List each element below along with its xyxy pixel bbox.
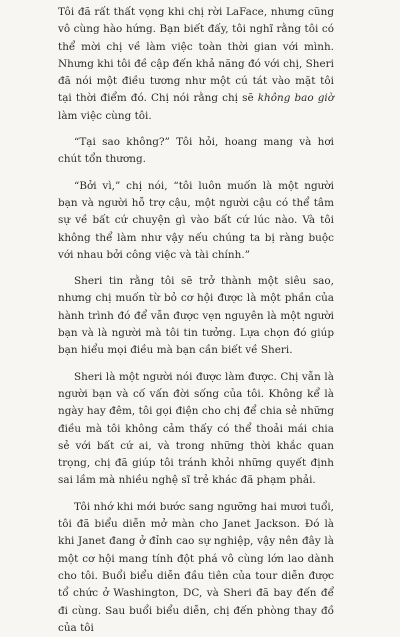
paragraph-text: Sheri là một người nói được làm được. Chị vẫn là người bạn và cố vấn đời sống của tôi. Không kể là ngày hay đêm, tôi gọi điện cho chị để chia sẻ những điều mà tôi không cảm thấy có thể thoải mái chia sẻ với bất cứ ai, và trong những thời khắc quan trọng, chị đã giúp tôi tránh khỏi những quyết định sai lầm mà nhiều nghệ sĩ trẻ khác đã phạm phải.: [58, 370, 334, 487]
paragraph: [58, 499, 334, 637]
paragraph: [58, 4, 334, 125]
emphasis-text: không bao giờ: [257, 92, 334, 105]
paragraph: [58, 134, 334, 169]
paragraph-text: Sheri tin rằng tôi sẽ trở thành một siêu sao, nhưng chị muốn từ bỏ cơ hội được là một phần của hành trình đó để vẫn được vẹn nguyên là một người bạn và là người mà tôi tin tưởng. Lựa chọn đó giúp bạn hiểu mọi điều mà bạn cần biết về Sheri.: [58, 275, 334, 357]
paragraph-text: “Tại sao không?” Tôi hỏi, hoang mang và hơi chút tổn thương.: [58, 136, 334, 166]
paragraph: [58, 369, 334, 490]
paragraph: [58, 178, 334, 264]
paragraph: [58, 273, 334, 359]
paragraph-text: Tôi nhớ khi mới bước sang ngưỡng hai mươi tuổi, tôi đã biểu diễn mở màn cho Janet Jackson. Đó là khi Janet đang ở đỉnh cao sự nghiệp, vậy nên đây là một cơ hội mang tính đột phá vô cùng lớn lao dành cho tôi. Buổi biểu diễn đầu tiên của tour diễn được tổ chức ở Washington, DC, và Sheri đã bay đến để đi cùng. Sau buổi biểu diễn, chị đến phòng thay đồ của tôi: [58, 500, 334, 634]
paragraph-text: “Bởi vì,” chị nói, “tôi luôn muốn là một người bạn và người hỗ trợ cậu, một người cậu có thể tâm sự về bất cứ chuyện gì vào bất cứ lúc nào. Và tôi không thể làm như vậy nếu chúng ta bị ràng buộc với nhau bởi công việc và tài chính.”: [58, 179, 334, 261]
paragraph-text: làm việc cùng tôi.: [58, 109, 152, 122]
paragraph-text: Tôi đã rất thất vọng khi chị rời LaFace, nhưng cũng vô cùng hào hứng. Bạn biết đấy, tôi nghĩ rằng tôi có thể mời chị về làm việc toàn thời gian với mình. Nhưng khi tôi đề cập đến khả năng đó với chị, Sheri đã nói một điều tương như một cú tát vào mặt tôi tại thời điểm đó. Chị nói rằng chị sẽ: [58, 6, 334, 105]
